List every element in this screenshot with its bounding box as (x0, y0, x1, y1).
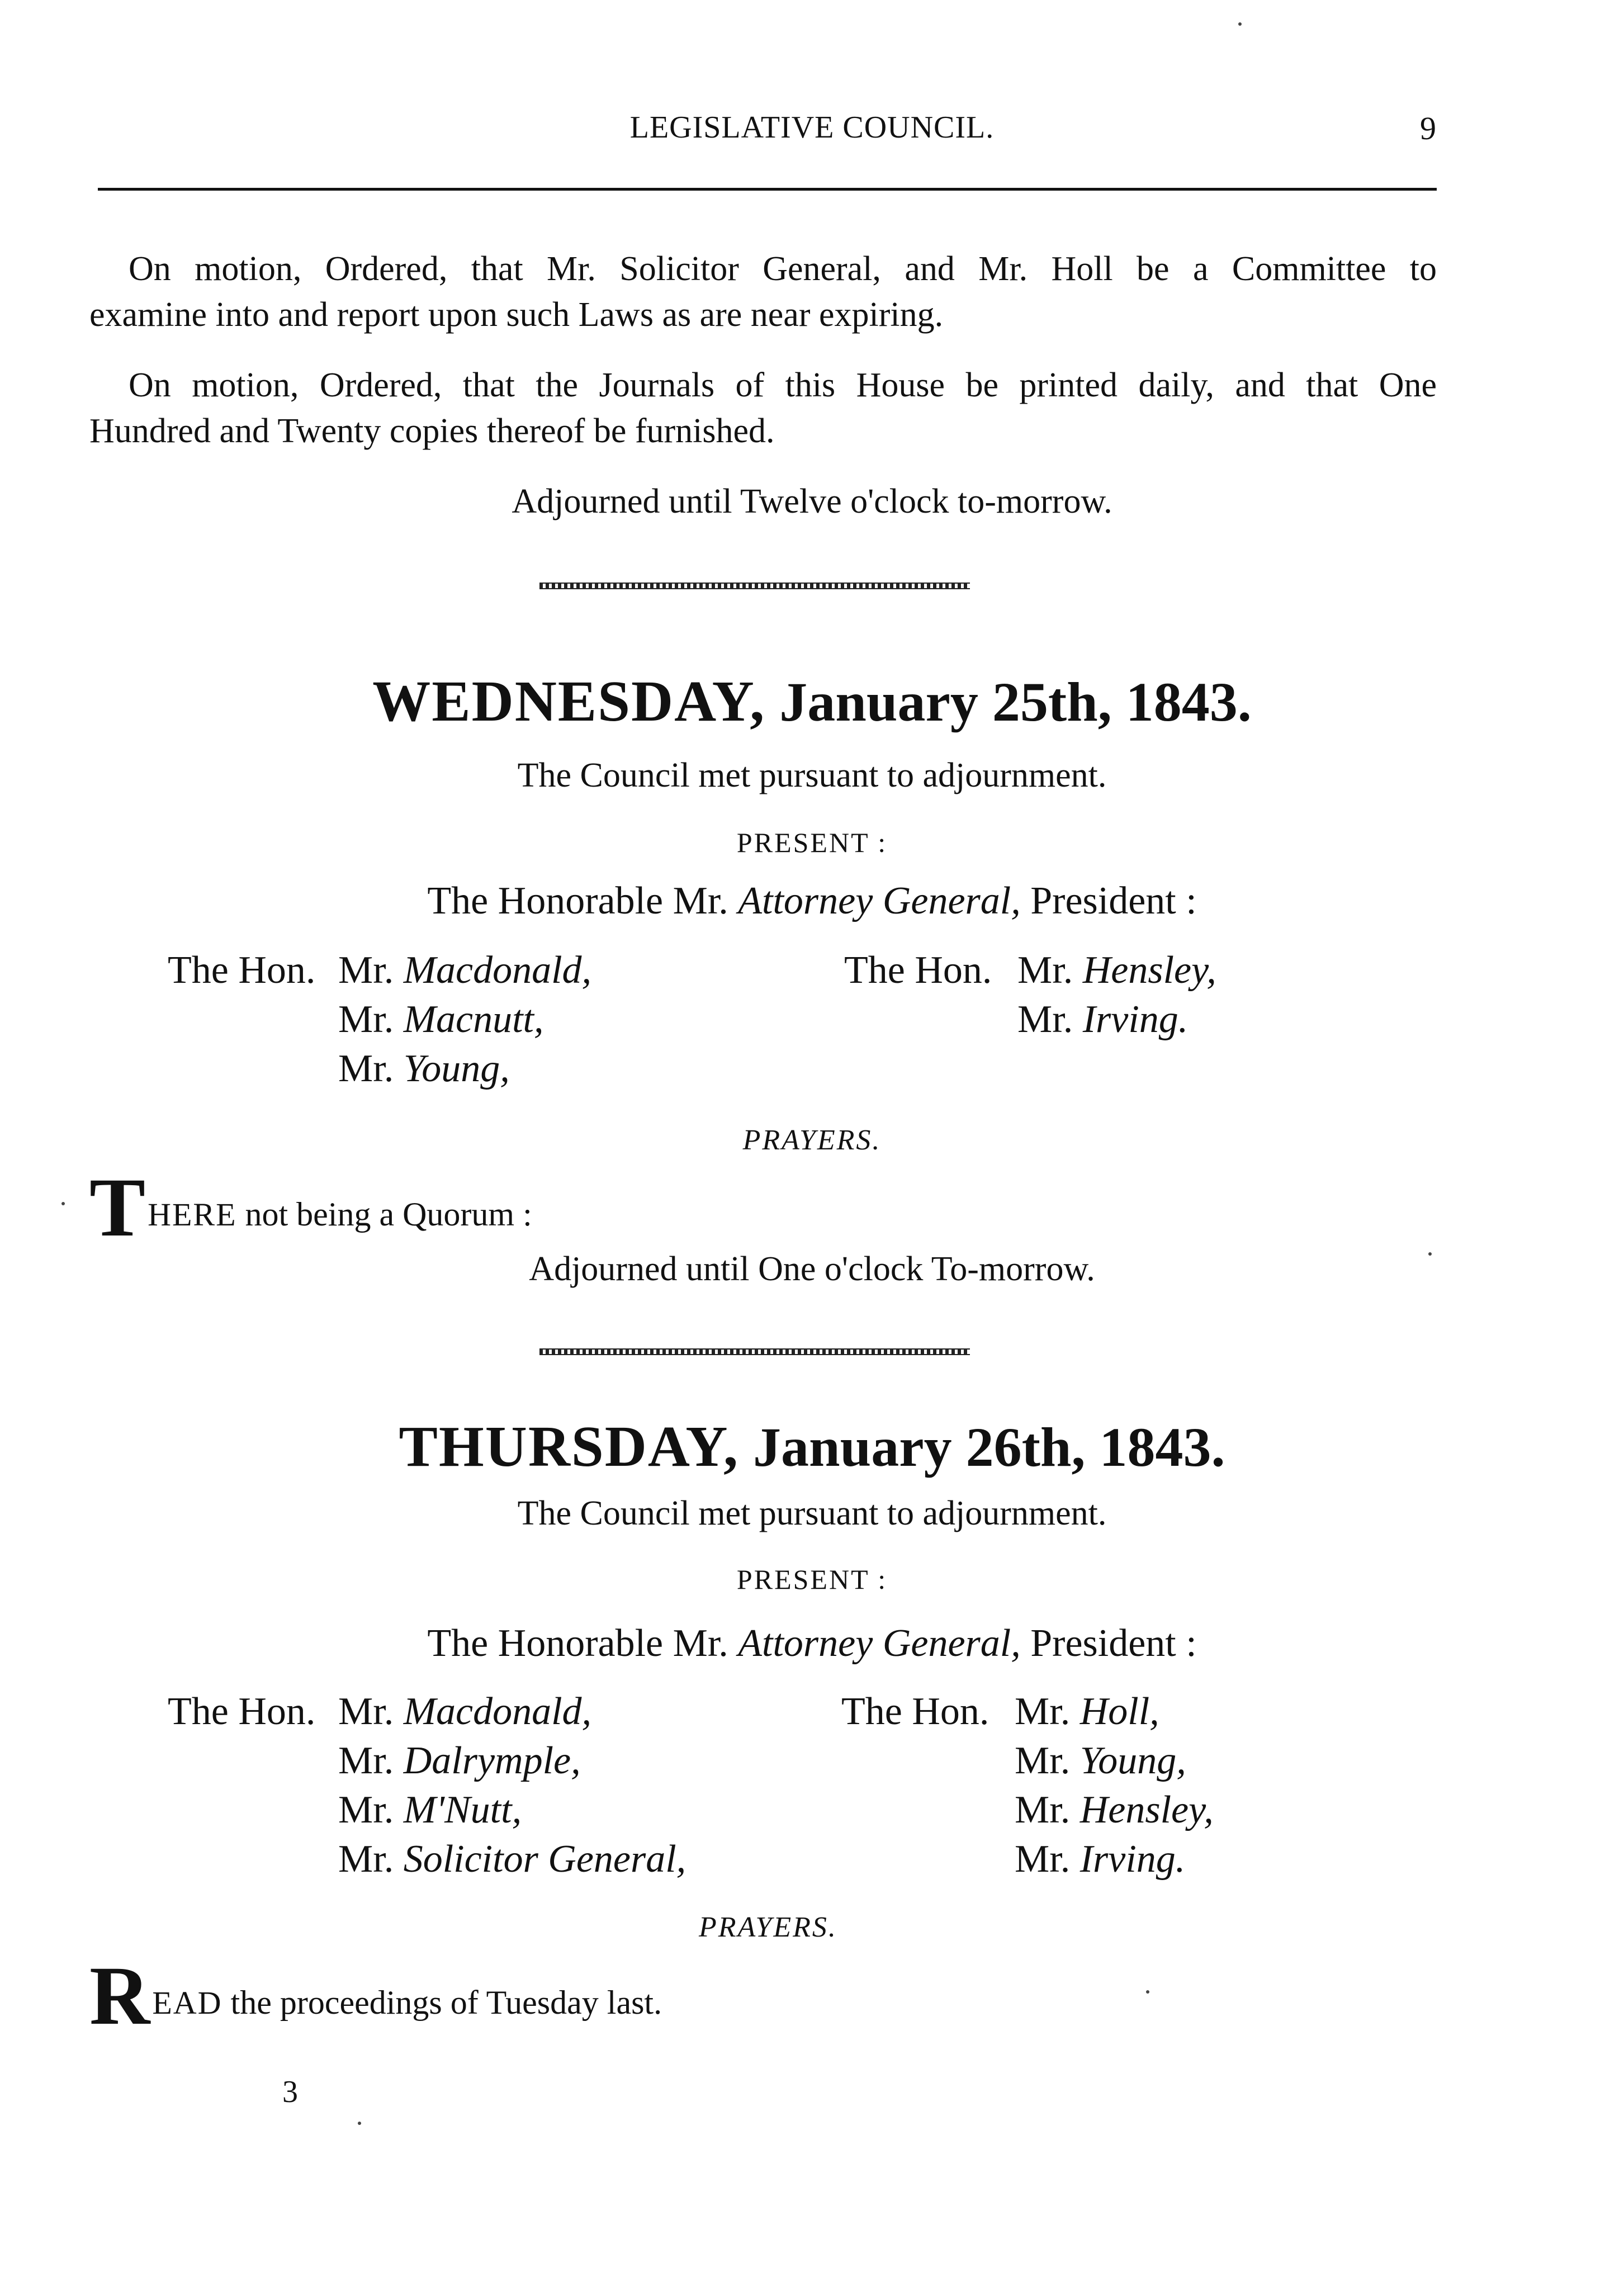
header-rule (98, 188, 1437, 191)
scan-speck (61, 1202, 65, 1205)
printer-signature-mark: 3 (282, 2075, 298, 2109)
member-title: Mr. (338, 1838, 394, 1881)
paragraph-line: On motion, Ordered, that Mr. Solicitor General, and Mr. Holl be a Committee to (129, 250, 1437, 288)
president-name: Attorney General, (738, 1622, 1021, 1665)
day-heading-thursday (0, 1413, 1624, 1480)
member-name: Hensley, (1082, 949, 1216, 992)
member-name: Young, (1079, 1739, 1186, 1782)
motion-paragraph-journals (89, 362, 1437, 454)
member-name: Macnutt, (403, 998, 544, 1041)
drop-cap-rest: EAD (152, 1985, 222, 2021)
member-name: Irving. (1082, 998, 1189, 1041)
member-name: Holl, (1079, 1690, 1159, 1733)
president-prefix: The Honorable Mr. (427, 879, 728, 922)
members-hon-prefix-right: The Hon. (841, 1690, 989, 1733)
paragraph-line: Hundred and Twenty copies thereof be furnished. (89, 412, 775, 450)
scan-speck (1428, 1252, 1432, 1256)
drop-cap-rest: HERE (148, 1196, 237, 1233)
members-hon-prefix-left: The Hon. (168, 1690, 316, 1733)
member-title: Mr. (338, 1788, 394, 1831)
president-suffix: President : (1030, 1622, 1197, 1665)
member-title: Mr. (1017, 998, 1073, 1041)
members-hon-prefix-right: The Hon. (844, 949, 992, 992)
quorum-line (89, 1161, 532, 1254)
member-entry (338, 1689, 591, 1734)
prayers-label: PRAYERS. (742, 1124, 882, 1156)
day-name: WEDNESDAY, (372, 669, 766, 733)
member-entry (1017, 997, 1188, 1042)
member-title: Mr. (1017, 949, 1073, 992)
member-entry (1015, 1788, 1214, 1833)
member-entry (1017, 948, 1216, 993)
page-number: 9 (1420, 110, 1436, 146)
member-entry (338, 997, 543, 1042)
section-separator (539, 583, 970, 589)
council-met-line: The Council met pursuant to adjournment. (517, 756, 1107, 794)
present-label: PRESENT : (736, 1564, 888, 1595)
member-entry (338, 948, 591, 993)
member-name: Irving. (1079, 1838, 1186, 1881)
president-suffix: President : (1030, 879, 1197, 922)
member-entry (338, 1837, 686, 1882)
scan-speck (1146, 1990, 1149, 1994)
motion-paragraph-committee (89, 246, 1437, 338)
read-line (89, 1949, 662, 2042)
member-title: Mr. (1015, 1739, 1071, 1782)
member-name: Macdonald, (403, 1690, 592, 1733)
day-heading-wednesday (0, 668, 1624, 735)
member-name: Hensley, (1079, 1788, 1214, 1831)
day-date: January 25th, 1843. (779, 671, 1252, 733)
scan-speck (358, 2122, 361, 2125)
member-entry (1015, 1739, 1186, 1783)
prayers-label: PRAYERS. (699, 1911, 837, 1943)
member-entry (338, 1047, 510, 1091)
members-hon-prefix-left: The Hon. (168, 949, 316, 992)
member-name: Macdonald, (403, 949, 592, 992)
president-line (0, 1621, 1624, 1666)
day-name: THURSDAY, (399, 1414, 739, 1479)
present-label: PRESENT : (736, 827, 888, 858)
member-entry (1015, 1689, 1159, 1734)
president-line (0, 879, 1624, 924)
adjournment-line: Adjourned until One o'clock To-morrow. (529, 1250, 1095, 1288)
read-text: the proceedings of Tuesday last. (230, 1984, 662, 2021)
member-title: Mr. (338, 1047, 394, 1090)
president-prefix: The Honorable Mr. (427, 1622, 728, 1665)
member-entry (338, 1739, 581, 1783)
drop-cap: R (89, 1949, 150, 2042)
member-title: Mr. (338, 1690, 394, 1733)
day-date: January 26th, 1843. (753, 1416, 1225, 1478)
council-met-line: The Council met pursuant to adjournment. (517, 1494, 1107, 1532)
president-name: Attorney General, (738, 879, 1021, 922)
member-entry (338, 1788, 522, 1833)
scan-speck (1238, 22, 1242, 26)
member-title: Mr. (1015, 1788, 1071, 1831)
member-title: Mr. (338, 998, 394, 1041)
member-name: M'Nutt, (403, 1788, 522, 1831)
running-header: LEGISLATIVE COUNCIL. (629, 110, 995, 145)
member-title: Mr. (1015, 1838, 1071, 1881)
member-name: Dalrymple, (403, 1739, 581, 1782)
paragraph-line: examine into and report upon such Laws as are near expiring. (89, 296, 944, 334)
paragraph-line: On motion, Ordered, that the Journals of this House be printed daily, and that One (129, 366, 1437, 404)
member-name: Solicitor General, (403, 1838, 686, 1881)
member-title: Mr. (338, 949, 394, 992)
drop-cap: T (89, 1161, 146, 1254)
section-separator (539, 1348, 970, 1355)
adjournment-line: Adjourned until Twelve o'clock to-morrow. (512, 482, 1112, 520)
member-title: Mr. (338, 1739, 394, 1782)
member-title: Mr. (1015, 1690, 1071, 1733)
member-entry (1015, 1837, 1185, 1882)
quorum-text: not being a Quorum : (245, 1196, 532, 1233)
member-name: Young, (403, 1047, 510, 1090)
